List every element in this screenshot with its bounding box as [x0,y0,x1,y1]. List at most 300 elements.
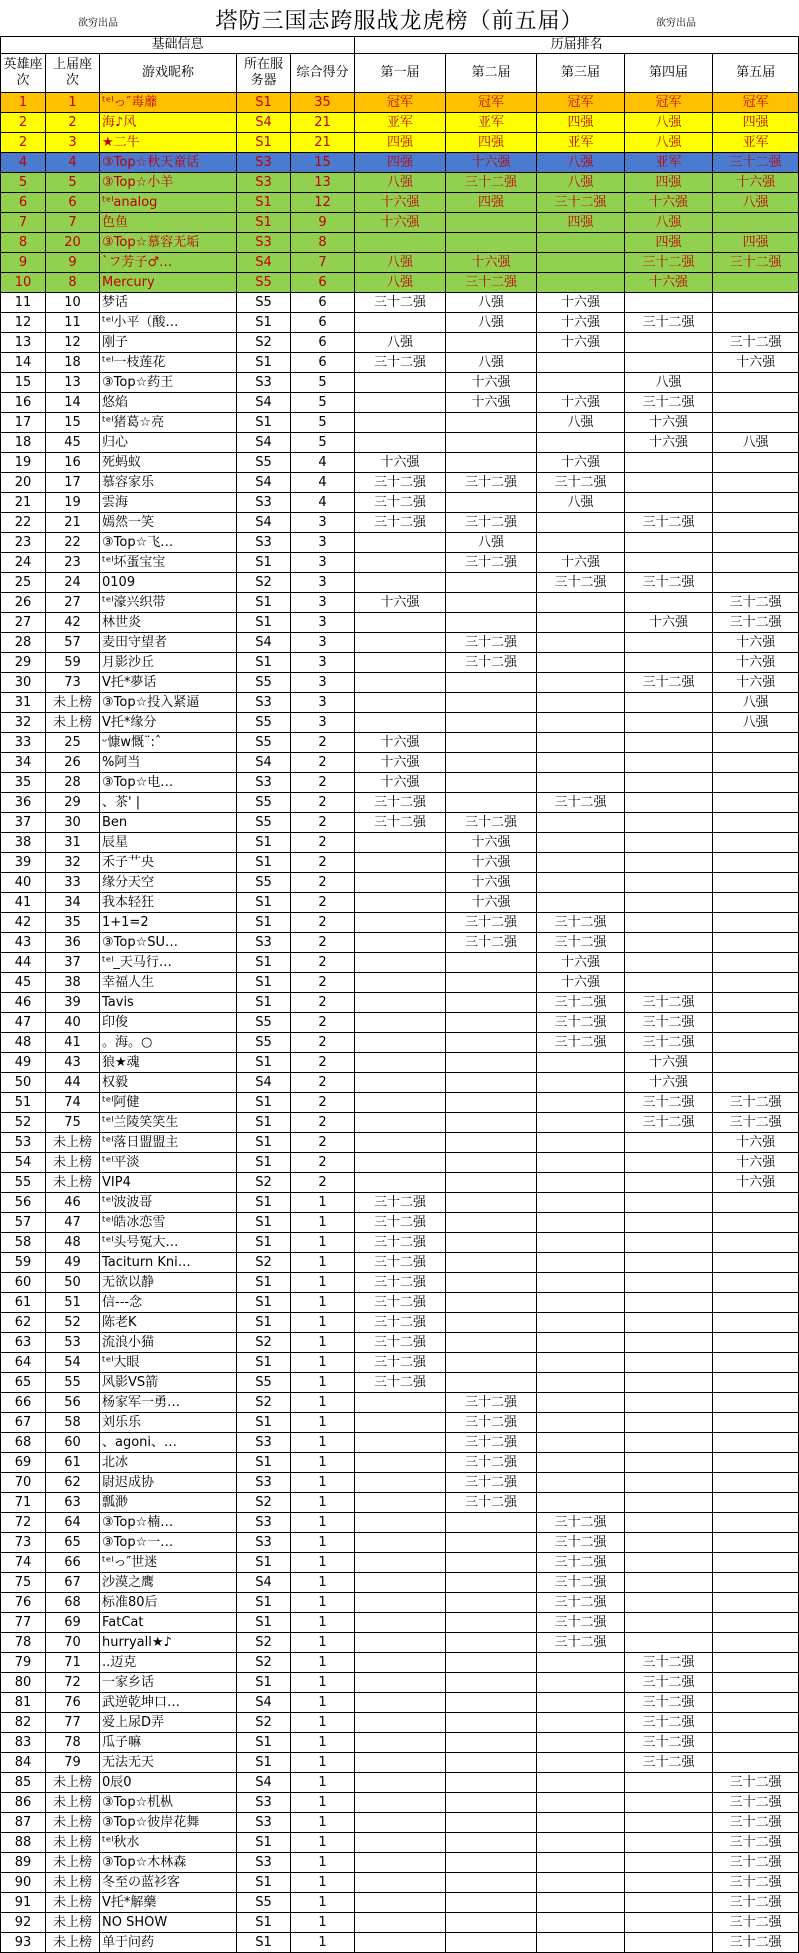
column-header-season-2: 第二届 [446,54,537,93]
season-5-cell [713,1473,799,1493]
column-header-rank: 英雄座次 [1,54,46,93]
season-2-cell [446,1213,537,1233]
table-row [1,793,799,813]
rank-cell: 86 [1,1793,46,1813]
server-cell: S1 [237,1313,291,1333]
rank-cell: 46 [1,993,46,1013]
season-1-cell [355,1893,446,1913]
season-2-cell: 三十二强 [446,1433,537,1453]
season-3-cell [537,233,625,253]
rank-cell: 20 [1,473,46,493]
nickname-cell: 刘乐乐 [100,1413,237,1433]
season-3-cell [537,1853,625,1873]
rank-cell: 19 [1,453,46,473]
season-5-cell [713,553,799,573]
last-rank-cell: 未上榜 [46,1853,100,1873]
season-3-cell: 三十二强 [537,793,625,813]
season-2-cell [446,1653,537,1673]
table-row [1,753,799,773]
last-rank-cell: 68 [46,1593,100,1613]
last-rank-cell: 1 [46,93,100,113]
season-4-cell [625,1593,713,1613]
rank-cell: 36 [1,793,46,813]
season-5-cell: 十六强 [713,1153,799,1173]
season-4-cell: 三十二强 [625,1033,713,1053]
last-rank-cell: 33 [46,873,100,893]
season-4-cell: 冠军 [625,93,713,113]
season-3-cell [537,533,625,553]
season-5-cell [713,1213,799,1233]
season-1-cell [355,1073,446,1093]
server-cell: S4 [237,513,291,533]
table-row [1,1073,799,1093]
table-row [1,693,799,713]
season-2-cell: 三十二强 [446,173,537,193]
table-row [1,1313,799,1333]
server-cell: S4 [237,633,291,653]
season-2-cell [446,1133,537,1153]
server-cell: S5 [237,1373,291,1393]
server-cell: S5 [237,873,291,893]
season-3-cell [537,353,625,373]
season-1-cell [355,1013,446,1033]
season-3-cell: 三十二强 [537,573,625,593]
season-2-cell: 十六强 [446,853,537,873]
season-3-cell: 三十二强 [537,1613,625,1633]
season-5-cell [713,533,799,553]
season-3-cell [537,813,625,833]
season-5-cell: 三十二强 [713,1933,799,1953]
season-2-cell: 冠军 [446,93,537,113]
season-5-cell [713,1653,799,1673]
season-1-cell [355,1433,446,1453]
table-row [1,1093,799,1113]
server-cell: S1 [237,553,291,573]
credit-right: 欲穷出品 [656,18,696,29]
season-5-cell: 八强 [713,433,799,453]
nickname-cell: 我本轻狂 [100,893,237,913]
season-2-cell: 亚军 [446,113,537,133]
season-4-cell [625,1413,713,1433]
score-cell: 3 [291,693,355,713]
table-row [1,393,799,413]
season-5-cell: 四强 [713,233,799,253]
score-cell: 2 [291,933,355,953]
last-rank-cell: 7 [46,213,100,233]
season-1-cell [355,1553,446,1573]
season-4-cell [625,1873,713,1893]
season-1-cell [355,833,446,853]
season-4-cell [625,1333,713,1353]
nickname-cell: 标准80后 [100,1593,237,1613]
season-4-cell [625,1193,713,1213]
column-header-season-5: 第五届 [713,54,799,93]
season-5-cell [713,1633,799,1653]
season-1-cell [355,1733,446,1753]
rank-cell: 23 [1,533,46,553]
season-1-cell: 八强 [355,173,446,193]
season-5-cell [713,1493,799,1513]
season-2-cell [446,993,537,1013]
rank-cell: 80 [1,1673,46,1693]
table-row [1,1593,799,1613]
nickname-cell: 北冰 [100,1453,237,1473]
table-row [1,1633,799,1653]
season-3-cell: 十六强 [537,453,625,473]
season-3-cell [537,1073,625,1093]
season-4-cell [625,1393,713,1413]
score-cell: 1 [291,1853,355,1873]
season-5-cell [713,1053,799,1073]
season-1-cell [355,573,446,593]
table-row [1,713,799,733]
server-cell: S1 [237,913,291,933]
last-rank-cell: 78 [46,1733,100,1753]
last-rank-cell: 9 [46,253,100,273]
score-cell: 1 [291,1893,355,1913]
season-5-cell: 三十二强 [713,1873,799,1893]
table-row [1,1233,799,1253]
table-row [1,1193,799,1213]
season-2-cell: 四强 [446,193,537,213]
server-cell: S1 [237,1553,291,1573]
season-2-cell [446,1613,537,1633]
table-row [1,1493,799,1513]
season-3-cell [537,273,625,293]
last-rank-cell: 48 [46,1233,100,1253]
server-cell: S1 [237,1293,291,1313]
server-cell: S1 [237,313,291,333]
last-rank-cell: 62 [46,1473,100,1493]
season-1-cell: 十六强 [355,773,446,793]
rank-cell: 60 [1,1273,46,1293]
season-4-cell [625,1913,713,1933]
server-cell: S1 [237,833,291,853]
score-cell: 4 [291,473,355,493]
season-4-cell [625,893,713,913]
table-row [1,293,799,313]
nickname-cell: 禾子艹央 [100,853,237,873]
nickname-cell: ᵗᵉˡanalog [100,193,237,213]
last-rank-cell: 26 [46,753,100,773]
season-3-cell: 三十二强 [537,1553,625,1573]
season-1-cell [355,313,446,333]
rank-cell: 30 [1,673,46,693]
season-4-cell: 亚军 [625,153,713,173]
rank-cell: 51 [1,1093,46,1113]
rank-cell: 43 [1,933,46,953]
table-row [1,273,799,293]
table-row [1,1473,799,1493]
season-1-cell: 三十二强 [355,1333,446,1353]
season-3-cell [537,1053,625,1073]
last-rank-cell: 75 [46,1113,100,1133]
season-1-cell [355,1133,446,1153]
season-1-cell: 三十二强 [355,493,446,513]
nickname-cell: 海♪风 [100,113,237,133]
table-row [1,813,799,833]
season-5-cell: 三十二强 [713,1113,799,1133]
season-5-cell: 三十二强 [713,613,799,633]
season-5-cell: 三十二强 [713,593,799,613]
score-cell: 1 [291,1833,355,1853]
table-row [1,653,799,673]
season-3-cell: 八强 [537,493,625,513]
season-3-cell [537,1313,625,1333]
season-2-cell [446,1553,537,1573]
server-cell: S1 [237,1753,291,1773]
table-row [1,913,799,933]
season-1-cell [355,1913,446,1933]
table-row [1,1553,799,1573]
server-cell: S4 [237,1073,291,1093]
nickname-cell: 印俊 [100,1013,237,1033]
season-4-cell: 八强 [625,373,713,393]
score-cell: 2 [291,1013,355,1033]
table-row [1,533,799,553]
season-1-cell: 亚军 [355,113,446,133]
score-cell: 6 [291,313,355,333]
season-2-cell: 三十二强 [446,1453,537,1473]
season-5-cell [713,793,799,813]
season-3-cell: 十六强 [537,313,625,333]
season-1-cell: 冠军 [355,93,446,113]
season-5-cell: 三十二强 [713,1893,799,1913]
rank-cell: 58 [1,1233,46,1253]
score-cell: 2 [291,893,355,913]
season-5-cell [713,1513,799,1533]
season-5-cell: 八强 [713,713,799,733]
season-2-cell: 十六强 [446,253,537,273]
season-1-cell [355,973,446,993]
score-cell: 1 [291,1653,355,1673]
season-3-cell [537,1813,625,1833]
last-rank-cell: 55 [46,1373,100,1393]
score-cell: 1 [291,1413,355,1433]
last-rank-cell: 12 [46,333,100,353]
nickname-cell: V托*夢话 [100,673,237,693]
column-header-score: 综合得分 [291,54,355,93]
season-1-cell: 八强 [355,333,446,353]
nickname-cell: 1+1=2 [100,913,237,933]
score-cell: 1 [291,1773,355,1793]
season-2-cell: 三十二强 [446,933,537,953]
last-rank-cell: 49 [46,1253,100,1273]
table-row [1,1113,799,1133]
last-rank-cell: 未上榜 [46,1933,100,1953]
season-4-cell: 三十二强 [625,1753,713,1773]
season-4-cell [625,853,713,873]
last-rank-cell: 20 [46,233,100,253]
nickname-cell: 、agoni、… [100,1433,237,1453]
season-4-cell [625,1633,713,1653]
season-2-cell [446,1313,537,1333]
season-2-cell [446,1813,537,1833]
score-cell: 35 [291,93,355,113]
season-3-cell [537,633,625,653]
season-3-cell [537,1433,625,1453]
season-1-cell [355,1753,446,1773]
server-cell: S1 [237,1453,291,1473]
season-5-cell [713,1393,799,1413]
season-3-cell [537,1793,625,1813]
last-rank-cell: 60 [46,1433,100,1453]
table-row [1,1213,799,1233]
nickname-cell: ᵗᵉˡっ″毒蘼 [100,93,237,113]
nickname-cell: ᵗᵉˡ平淡 [100,1153,237,1173]
server-cell: S1 [237,613,291,633]
rank-cell: 84 [1,1753,46,1773]
season-3-cell [537,1493,625,1513]
score-cell: 1 [291,1333,355,1353]
last-rank-cell: 18 [46,353,100,373]
season-1-cell [355,913,446,933]
score-cell: 2 [291,1113,355,1133]
table-row [1,1613,799,1633]
season-1-cell: 八强 [355,273,446,293]
score-cell: 13 [291,173,355,193]
server-cell: S3 [237,933,291,953]
score-cell: 2 [291,1133,355,1153]
season-5-cell [713,1073,799,1093]
rank-cell: 70 [1,1473,46,1493]
last-rank-cell: 23 [46,553,100,573]
season-5-cell [713,293,799,313]
season-3-cell [537,893,625,913]
rank-cell: 18 [1,433,46,453]
season-1-cell [355,1473,446,1493]
season-1-cell: 三十二强 [355,1193,446,1213]
season-2-cell: 八强 [446,353,537,373]
season-1-cell [355,1673,446,1693]
season-2-cell [446,1573,537,1593]
season-5-cell [713,1713,799,1733]
last-rank-cell: 24 [46,573,100,593]
group-header-basic-info: 基础信息 [1,37,355,54]
nickname-cell: 辰星 [100,833,237,853]
season-3-cell [537,1253,625,1273]
season-4-cell: 三十二强 [625,573,713,593]
season-4-cell: 三十二强 [625,673,713,693]
rank-cell: 88 [1,1833,46,1853]
season-2-cell [446,1093,537,1113]
season-4-cell [625,1293,713,1313]
season-2-cell [446,1293,537,1313]
server-cell: S2 [237,1493,291,1513]
season-3-cell: 三十二强 [537,1533,625,1553]
server-cell: S1 [237,1273,291,1293]
season-5-cell: 三十二强 [713,1793,799,1813]
nickname-cell: 林世炎 [100,613,237,633]
rank-cell: 75 [1,1573,46,1593]
nickname-cell: 尉迟成协 [100,1473,237,1493]
last-rank-cell: 未上榜 [46,1793,100,1813]
season-1-cell [355,893,446,913]
season-2-cell: 十六强 [446,893,537,913]
season-4-cell [625,953,713,973]
season-3-cell [537,1913,625,1933]
table-row [1,93,799,113]
rank-cell: 42 [1,913,46,933]
server-cell: S4 [237,1693,291,1713]
season-4-cell [625,1353,713,1373]
season-5-cell [713,1673,799,1693]
nickname-cell: 无欲以静 [100,1273,237,1293]
season-1-cell [355,673,446,693]
season-2-cell: 三十二强 [446,273,537,293]
season-3-cell [537,1713,625,1733]
season-5-cell [713,1413,799,1433]
table-row [1,253,799,273]
page-header [0,0,799,36]
season-5-cell: 三十二强 [713,1913,799,1933]
season-2-cell [446,1873,537,1893]
season-2-cell: 三十二强 [446,633,537,653]
server-cell: S1 [237,133,291,153]
season-2-cell [446,733,537,753]
rank-cell: 77 [1,1613,46,1633]
season-2-cell [446,1173,537,1193]
season-1-cell: 三十二强 [355,1253,446,1273]
score-cell: 2 [291,993,355,1013]
rank-cell: 72 [1,1513,46,1533]
nickname-cell: 刚子 [100,333,237,353]
rank-cell: 91 [1,1893,46,1913]
season-4-cell [625,1493,713,1513]
season-2-cell: 三十二强 [446,513,537,533]
rank-cell: 41 [1,893,46,913]
nickname-cell: NO SHOW [100,1913,237,1933]
rank-cell: 8 [1,233,46,253]
season-4-cell [625,633,713,653]
rank-cell: 82 [1,1713,46,1733]
season-4-cell: 三十二强 [625,1713,713,1733]
server-cell: S1 [237,1913,291,1933]
season-1-cell [355,553,446,573]
score-cell: 7 [291,253,355,273]
season-2-cell [446,433,537,453]
season-1-cell: 三十二强 [355,1233,446,1253]
season-4-cell [625,1893,713,1913]
rank-cell: 65 [1,1373,46,1393]
server-cell: S3 [237,153,291,173]
server-cell: S3 [237,1793,291,1813]
season-3-cell [537,1353,625,1373]
season-2-cell [446,593,537,613]
last-rank-cell: 52 [46,1313,100,1333]
season-1-cell [355,373,446,393]
rank-cell: 50 [1,1073,46,1093]
season-2-cell [446,1113,537,1133]
server-cell: S3 [237,533,291,553]
season-3-cell [537,853,625,873]
score-cell: 2 [291,873,355,893]
season-3-cell: 三十二强 [537,1593,625,1613]
season-2-cell: 三十二强 [446,553,537,573]
nickname-cell: 死蚂蚁 [100,453,237,473]
last-rank-cell: 未上榜 [46,693,100,713]
season-5-cell: 十六强 [713,653,799,673]
season-1-cell [355,853,446,873]
season-4-cell: 三十二强 [625,313,713,333]
season-4-cell [625,913,713,933]
nickname-cell: ᵗᵉˡ兰陵笑笑生 [100,1113,237,1133]
server-cell: S5 [237,1013,291,1033]
season-1-cell: 八强 [355,253,446,273]
season-3-cell [537,1213,625,1233]
season-5-cell [713,273,799,293]
nickname-cell: ③Top☆楠… [100,1513,237,1533]
